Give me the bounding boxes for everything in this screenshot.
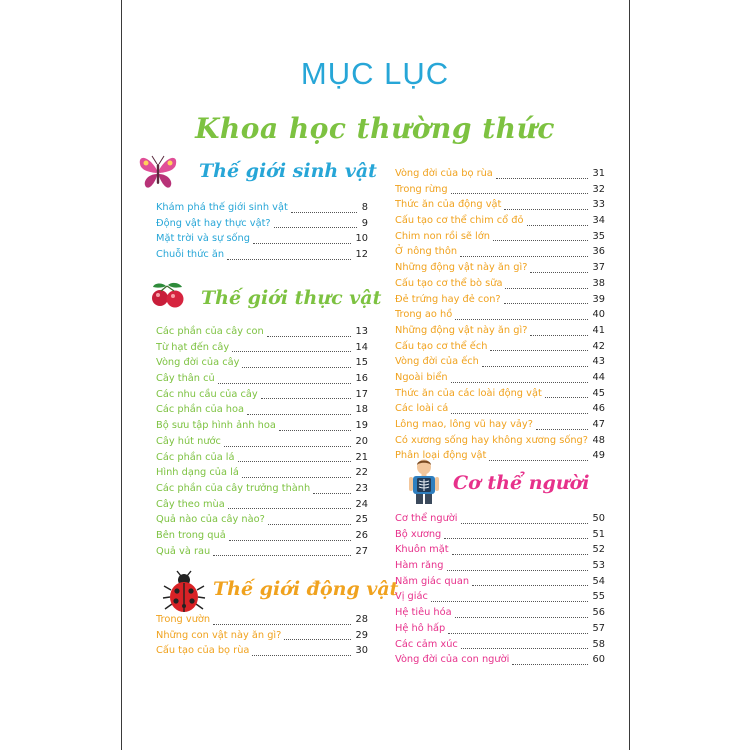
toc-entry-page: 44 bbox=[592, 371, 605, 383]
toc-leader-dots bbox=[444, 538, 588, 539]
toc-entry bbox=[156, 481, 368, 497]
toc-leader-dots bbox=[536, 429, 588, 430]
toc-entry-title: Những động vật này ăn gì? bbox=[395, 324, 528, 336]
toc-entry-title: Từ hạt đến cây bbox=[156, 341, 230, 353]
toc-entry bbox=[156, 371, 368, 387]
toc-leader-dots bbox=[284, 639, 351, 640]
toc-entry-title: Đẻ trứng hay đẻ con? bbox=[395, 293, 501, 305]
toc-leader-dots bbox=[224, 446, 351, 447]
toc-entry bbox=[156, 418, 368, 434]
toc-list-plant-world bbox=[156, 324, 368, 559]
toc-leader-dots bbox=[247, 414, 351, 415]
toc-leader-dots bbox=[313, 493, 351, 494]
toc-entry-page: 20 bbox=[355, 435, 368, 447]
toc-entry bbox=[395, 511, 605, 527]
toc-list-living-world bbox=[156, 200, 368, 263]
toc-entry-title: Quả nào của cây nào? bbox=[156, 514, 265, 526]
toc-entry-title: Các phần của lá bbox=[156, 451, 235, 463]
toc-entry-title: Các cảm xúc bbox=[395, 638, 458, 650]
toc-entry-page: 57 bbox=[592, 622, 605, 634]
toc-entry-page: 22 bbox=[355, 467, 368, 479]
berries-icon bbox=[148, 281, 188, 311]
toc-entry-title: Hình dạng của lá bbox=[156, 467, 239, 479]
toc-leader-dots bbox=[489, 460, 588, 461]
toc-leader-dots bbox=[472, 585, 588, 586]
toc-entry bbox=[395, 370, 605, 386]
toc-entry-title: Động vật hay thực vật? bbox=[156, 217, 271, 229]
toc-entry bbox=[395, 433, 605, 449]
toc-entry bbox=[395, 182, 605, 198]
toc-entry bbox=[395, 276, 605, 292]
toc-entry bbox=[156, 512, 368, 528]
toc-entry-page: 16 bbox=[355, 373, 368, 385]
page-subtitle: Khoa học thường thức bbox=[195, 112, 555, 145]
toc-entry bbox=[395, 213, 605, 229]
toc-leader-dots bbox=[505, 288, 588, 289]
toc-leader-dots bbox=[229, 540, 351, 541]
toc-leader-dots bbox=[461, 648, 588, 649]
toc-leader-dots bbox=[267, 336, 351, 337]
page-title: MỤC LỤC bbox=[300, 56, 450, 91]
toc-entry-page: 36 bbox=[592, 246, 605, 258]
toc-entry bbox=[395, 558, 605, 574]
toc-entry-title: Khám phá thế giới sinh vật bbox=[156, 202, 288, 213]
toc-entry-title: Cây theo mùa bbox=[156, 498, 225, 510]
toc-leader-dots bbox=[242, 367, 351, 368]
toc-entry bbox=[156, 628, 368, 644]
toc-leader-dots bbox=[504, 303, 588, 304]
toc-entry-page: 58 bbox=[592, 638, 605, 650]
toc-leader-dots bbox=[530, 272, 588, 273]
toc-entry-page: 21 bbox=[355, 451, 368, 463]
toc-leader-dots bbox=[527, 225, 588, 226]
toc-entry-title: Lông mao, lông vũ hay vảy? bbox=[395, 419, 533, 430]
toc-entry-page: 8 bbox=[361, 202, 368, 213]
toc-list-animal-world-right bbox=[395, 166, 605, 464]
toc-entry-page: 28 bbox=[355, 614, 368, 625]
toc-entry bbox=[156, 355, 368, 371]
toc-entry-title: Khuôn mặt bbox=[395, 544, 449, 556]
toc-entry-title: Mặt trời và sự sống bbox=[156, 233, 250, 245]
toc-entry-page: 42 bbox=[592, 340, 605, 352]
toc-entry-page: 18 bbox=[355, 404, 368, 416]
toc-entry-page: 50 bbox=[592, 513, 605, 524]
toc-leader-dots bbox=[274, 227, 357, 228]
toc-entry bbox=[395, 542, 605, 558]
toc-leader-dots bbox=[493, 240, 588, 241]
toc-entry-page: 47 bbox=[592, 419, 605, 430]
toc-leader-dots bbox=[227, 259, 351, 260]
toc-leader-dots bbox=[232, 351, 351, 352]
toc-entry-page: 12 bbox=[355, 249, 368, 261]
toc-leader-dots bbox=[452, 554, 588, 555]
toc-leader-dots bbox=[451, 193, 588, 194]
toc-entry bbox=[395, 386, 605, 402]
toc-entry-page: 51 bbox=[592, 528, 605, 540]
toc-entry-page: 19 bbox=[355, 420, 368, 432]
toc-leader-dots bbox=[545, 397, 588, 398]
toc-entry-title: Trong vườn bbox=[156, 614, 211, 625]
toc-entry-title: Bộ sưu tập hình ảnh hoa bbox=[156, 420, 276, 432]
toc-entry-page: 29 bbox=[355, 629, 368, 641]
toc-entry bbox=[156, 528, 368, 544]
toc-entry-title: Thức ăn của các loài động vật bbox=[395, 387, 542, 399]
ladybug-icon bbox=[161, 570, 207, 614]
toc-entry-title: Phân loại động vật bbox=[395, 450, 487, 462]
toc-entry bbox=[395, 292, 605, 308]
human-body-icon bbox=[406, 458, 442, 506]
toc-entry-title: Hệ tiêu hóa bbox=[395, 607, 452, 619]
toc-leader-dots bbox=[455, 319, 588, 320]
toc-entry-title: Vòng đời của ếch bbox=[395, 356, 479, 368]
toc-list-animal-world-left bbox=[156, 612, 368, 659]
toc-entry bbox=[395, 354, 605, 370]
toc-entry-page: 30 bbox=[355, 645, 368, 657]
toc-leader-dots bbox=[490, 350, 588, 351]
toc-entry-title: Cây thân củ bbox=[156, 373, 215, 385]
toc-entry-page: 38 bbox=[592, 277, 605, 289]
toc-leader-dots bbox=[253, 243, 351, 244]
toc-entry-title: Hệ hô hấp bbox=[395, 622, 446, 634]
toc-entry bbox=[395, 166, 605, 182]
toc-leader-dots bbox=[238, 461, 351, 462]
section-title-animal-world: Thế giới động vật bbox=[213, 578, 399, 600]
toc-entry-page: 55 bbox=[592, 591, 605, 603]
toc-leader-dots bbox=[252, 655, 351, 656]
toc-entry-page: 26 bbox=[355, 529, 368, 541]
toc-entry-page: 25 bbox=[355, 514, 368, 526]
toc-entry-title: Có xương sống hay không xương sống? bbox=[395, 434, 588, 446]
toc-entry-page: 33 bbox=[592, 199, 605, 211]
toc-entry-title: Trong rừng bbox=[395, 183, 448, 195]
toc-entry-page: 37 bbox=[592, 262, 605, 274]
toc-leader-dots bbox=[213, 555, 351, 556]
toc-entry bbox=[156, 612, 368, 628]
toc-leader-dots bbox=[530, 335, 588, 336]
toc-entry-title: Những động vật này ăn gì? bbox=[395, 262, 528, 274]
toc-entry-title: Bộ xương bbox=[395, 528, 442, 540]
toc-entry bbox=[395, 574, 605, 590]
section-title-living-world: Thế giới sinh vật bbox=[199, 160, 377, 182]
toc-entry-title: Ngoài biển bbox=[395, 371, 448, 383]
toc-entry-title: Cấu tạo cơ thể chim cổ đỏ bbox=[395, 215, 524, 227]
toc-entry-page: 32 bbox=[592, 183, 605, 195]
toc-entry bbox=[156, 450, 368, 466]
toc-entry bbox=[156, 216, 368, 232]
toc-entry-title: Các phần của hoa bbox=[156, 404, 245, 416]
toc-entry-title: Cây hút nước bbox=[156, 435, 221, 447]
toc-entry-title: Cấu tạo cơ thể bò sữa bbox=[395, 277, 503, 289]
toc-entry-page: 46 bbox=[592, 403, 605, 415]
toc-entry-title: Cấu tạo cơ thể ếch bbox=[395, 340, 488, 352]
toc-entry-page: 49 bbox=[592, 450, 605, 462]
toc-entry-page: 9 bbox=[361, 217, 368, 229]
toc-leader-dots bbox=[451, 413, 588, 414]
toc-entry-page: 54 bbox=[592, 575, 605, 587]
toc-entry bbox=[395, 260, 605, 276]
toc-entry bbox=[395, 244, 605, 260]
toc-entry bbox=[156, 402, 368, 418]
toc-leader-dots bbox=[455, 617, 588, 618]
toc-entry bbox=[156, 200, 368, 216]
toc-entry bbox=[156, 387, 368, 403]
toc-entry-title: Quả và rau bbox=[156, 545, 211, 557]
toc-entry-title: Trong ao hồ bbox=[395, 309, 453, 321]
toc-leader-dots bbox=[213, 624, 351, 625]
toc-entry-page: 17 bbox=[355, 388, 368, 400]
section-title-plant-world: Thế giới thực vật bbox=[201, 287, 382, 309]
toc-entry-title: Vòng đời của con người bbox=[395, 654, 510, 666]
toc-entry bbox=[395, 197, 605, 213]
toc-entry-page: 40 bbox=[592, 309, 605, 321]
toc-entry bbox=[395, 229, 605, 245]
toc-leader-dots bbox=[447, 570, 588, 571]
toc-entry-page: 24 bbox=[355, 498, 368, 510]
toc-entry-page: 52 bbox=[592, 544, 605, 556]
toc-entry-page: 31 bbox=[592, 168, 605, 179]
toc-entry bbox=[156, 434, 368, 450]
toc-leader-dots bbox=[291, 212, 357, 213]
toc-entry bbox=[156, 643, 368, 659]
toc-entry-page: 23 bbox=[355, 482, 368, 494]
toc-entry-title: Chim non rồi sẽ lớn bbox=[395, 230, 490, 242]
toc-entry bbox=[395, 307, 605, 323]
toc-entry-title: Năm giác quan bbox=[395, 575, 470, 587]
toc-entry-page: 10 bbox=[355, 233, 368, 245]
toc-entry-page: 13 bbox=[355, 326, 368, 337]
toc-entry bbox=[395, 339, 605, 355]
toc-leader-dots bbox=[268, 524, 351, 525]
toc-entry-page: 60 bbox=[592, 654, 605, 666]
toc-leader-dots bbox=[242, 477, 351, 478]
toc-entry-title: Cơ thể người bbox=[395, 513, 458, 524]
toc-entry bbox=[395, 527, 605, 543]
section-title-human-body: Cơ thể người bbox=[453, 472, 590, 494]
toc-entry-page: 56 bbox=[592, 607, 605, 619]
toc-leader-dots bbox=[461, 523, 588, 524]
toc-entry-title: Vòng đời của bọ rùa bbox=[395, 168, 493, 179]
toc-entry-page: 14 bbox=[355, 341, 368, 353]
toc-leader-dots bbox=[279, 430, 351, 431]
toc-entry-page: 45 bbox=[592, 387, 605, 399]
toc-entry-title: Bên trong quả bbox=[156, 529, 226, 541]
toc-entry bbox=[395, 448, 605, 464]
toc-entry-title: Hàm răng bbox=[395, 560, 444, 572]
toc-entry bbox=[395, 652, 605, 668]
toc-entry-title: Các phần của cây con bbox=[156, 326, 264, 337]
toc-list-human-body bbox=[395, 511, 605, 668]
toc-entry bbox=[395, 589, 605, 605]
toc-entry-title: Các loài cá bbox=[395, 403, 449, 415]
toc-leader-dots bbox=[261, 398, 351, 399]
toc-entry bbox=[156, 231, 368, 247]
toc-leader-dots bbox=[431, 601, 588, 602]
toc-entry bbox=[156, 247, 368, 263]
toc-leader-dots bbox=[496, 178, 588, 179]
toc-entry-title: Vòng đời của cây bbox=[156, 357, 240, 369]
toc-entry bbox=[156, 324, 368, 340]
toc-leader-dots bbox=[228, 508, 351, 509]
toc-entry-title: Vị giác bbox=[395, 591, 428, 603]
toc-entry-title: Các nhu cầu của cây bbox=[156, 388, 258, 400]
toc-entry bbox=[156, 465, 368, 481]
toc-entry-title: Những con vật này ăn gì? bbox=[156, 629, 282, 641]
toc-entry-page: 43 bbox=[592, 356, 605, 368]
toc-entry bbox=[156, 544, 368, 560]
toc-entry-page: 53 bbox=[592, 560, 605, 572]
toc-entry bbox=[395, 637, 605, 653]
toc-entry bbox=[395, 401, 605, 417]
toc-entry bbox=[395, 621, 605, 637]
toc-leader-dots bbox=[504, 209, 588, 210]
toc-entry-page: 27 bbox=[355, 545, 368, 557]
toc-entry-title: Chuỗi thức ăn bbox=[156, 249, 225, 261]
toc-leader-dots bbox=[451, 382, 588, 383]
toc-leader-dots bbox=[448, 633, 588, 634]
toc-entry bbox=[156, 340, 368, 356]
toc-entry-title: Các phần của cây trưởng thành bbox=[156, 482, 311, 494]
toc-entry bbox=[156, 497, 368, 513]
toc-entry bbox=[395, 417, 605, 433]
toc-leader-dots bbox=[512, 664, 588, 665]
toc-entry bbox=[395, 605, 605, 621]
toc-entry-page: 41 bbox=[592, 324, 605, 336]
toc-entry-title: Cấu tạo của bọ rùa bbox=[156, 645, 250, 657]
toc-entry bbox=[395, 323, 605, 339]
toc-leader-dots bbox=[460, 256, 588, 257]
toc-entry-title: Ở nông thôn bbox=[395, 246, 458, 258]
toc-leader-dots bbox=[218, 383, 351, 384]
toc-entry-page: 39 bbox=[592, 293, 605, 305]
toc-entry-page: 15 bbox=[355, 357, 368, 369]
toc-entry-page: 34 bbox=[592, 215, 605, 227]
butterfly-icon bbox=[136, 152, 180, 192]
toc-leader-dots bbox=[482, 366, 588, 367]
toc-entry-title: Thức ăn của động vật bbox=[395, 199, 502, 211]
toc-entry-page: 35 bbox=[592, 230, 605, 242]
toc-entry-page: 48 bbox=[592, 434, 605, 446]
